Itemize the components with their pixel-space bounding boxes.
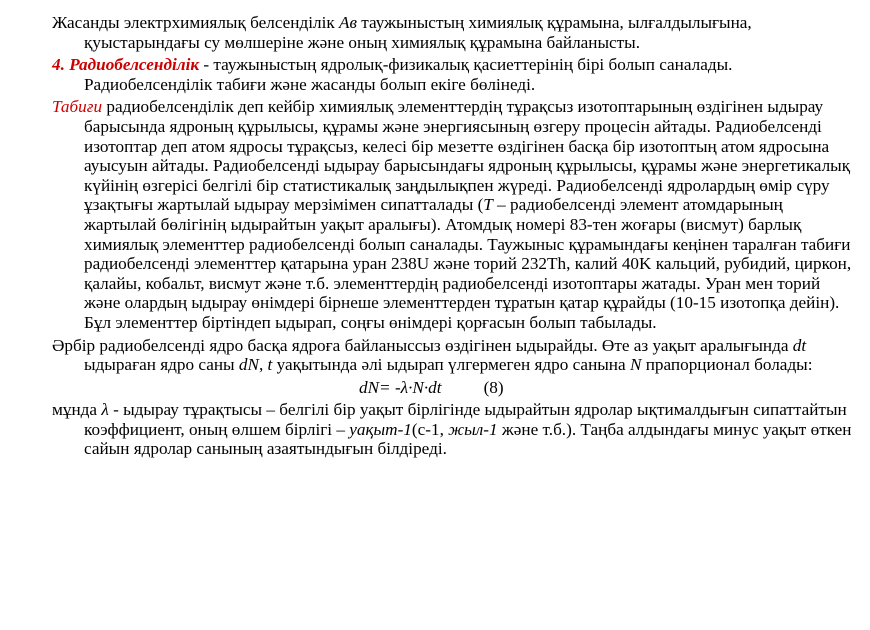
formula-decay (52, 378, 852, 398)
p5-text: мұнда (52, 400, 102, 420)
p3-t-symbol: Т (483, 195, 493, 215)
p4-dN: dN (238, 355, 259, 375)
formula-expression: dN= -λ·N·dt (359, 377, 442, 397)
p4-t: t (267, 355, 273, 375)
formula-number: (8) (483, 377, 504, 397)
p4-text2: ыдыраған ядро саны (84, 355, 239, 375)
p4-dt: dt (792, 335, 807, 355)
section-heading: 4. Радиобелсенділік (52, 55, 200, 75)
p5-unit1: уақыт-1 (349, 419, 412, 439)
paragraph-radioactivity-heading (52, 55, 852, 94)
p5-lambda: λ (101, 400, 109, 420)
p4-N: N (629, 355, 642, 375)
paragraph-artificial-activity (52, 13, 852, 52)
p5-text2: - ыдырау тұрақтысы – белгілі бір уақыт бірлігінде ыдырайтын ядролар ықтималдығын сипаттайтын коэффициент, оның өлшем бірлігі – (84, 400, 847, 439)
p3-text: радиобелсенділік деп кейбір химиялық элементтердің тұрақсыз изотоптарының өздігінен ыдырау барысында ядроның құрылысы, құрамы және энергиясының өзгеру процесін айтады. Радиобелсенді изотоптар деп атом ядросы тұрақсыз, келесі бір мезетте өздігінен басқа бір изотоптың атом ядросына ауысуын айтады. Радиобелсенді ыдырау барысындағы ядроның құрылысы, құрамы және энергетикалық күйінің өзгерісі белгілі бір статистикалық заңдылықпен жүреді. Радиобелсенді ядролардың өмір сүру ұзақтығы жартылай ыдырау мерзімімен сипатталады ( (84, 97, 851, 215)
p5-unit2: жыл-1 (448, 419, 498, 439)
term-natural: Табиғи (52, 97, 103, 117)
p5-text4: және т.б.). Таңба алдындағы минус уақыт өткен сайын ядролар санының азаятындығын білдіреді. (84, 419, 852, 459)
p2-text: - таужыныстың ядролық-физикалық қасиеттерінің бірі болып саналады. Радиобелсенділік табиғи және жасанды болып екіге бөлінеді. (84, 55, 733, 94)
p4-text: Әрбір радиобелсенді ядро басқа ядроға байланыссыз өздігінен ыдырайды. Өте аз уақыт аралығында (52, 335, 793, 355)
p1-text2: таужыныстың химиялық құрамына, ылғалдылығына, қуыстарындағы су мөлшеріне және оның химиялық құрамына байланысты. (84, 13, 752, 52)
paragraph-natural-radioactivity (52, 97, 852, 332)
paragraph-decay-constant (52, 400, 852, 459)
p4-text4: уақытында әлі ыдырап үлгермеген ядро санына (272, 355, 630, 375)
p4-text5: прапорционал болады: (641, 355, 813, 375)
p5-text3: (с-1, (411, 419, 449, 439)
p1-text: Жасанды электрхимиялық белсенділік (52, 13, 340, 32)
document-body (52, 13, 852, 462)
p1-symbol: Ав (339, 13, 357, 32)
p3-text2: – радиобелсенді элемент атомдарының жартылай бөлігінің ыдырайтын уақыт аралығы). Атомдық номері 83-тен жоғары (висмут) барлық химиялық элементтер радиобелсенді болып саналады. Таужыныс құрамындағы кеңінен таралған табиғи радиобелсенді элементтер қатарына уран 238U және торий 232Th, калий 40K кальций, рубидий, циркон, қалайы, кобальт, висмут және т.б. элементтердің радиобелсенді изотоптары жатады. Уран мен торий және олардың ыдырау өнімдері бірнеше элементтерден тұратын қатар құрайды (10-15 изотопқа дейін). Бұл элементтер біртіндеп ыдырап, соңғы өнімдері қорғасын болып табылады. (84, 195, 852, 332)
p4-text3: , (258, 355, 268, 375)
paragraph-decay-law (52, 336, 852, 375)
